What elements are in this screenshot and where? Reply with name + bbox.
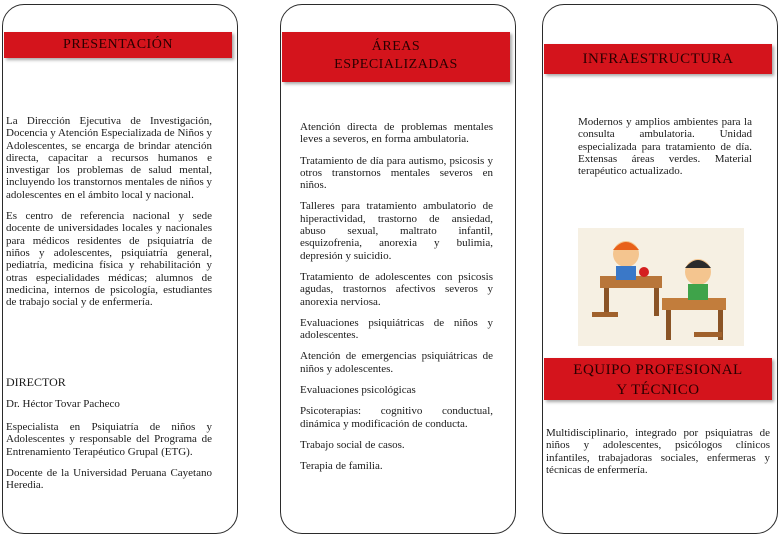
- header-equipo-line2: Y TÉCNICO: [616, 382, 700, 398]
- area-item: Trabajo social de casos.: [300, 438, 405, 451]
- director-details: [6, 421, 212, 500]
- director-name: Dr. Héctor Tovar Pacheco: [6, 398, 120, 410]
- header-areas-line1: ÁREAS: [371, 39, 421, 54]
- area-item: Tratamiento de adolescentes con psicosis agudas, trastornos afectivos severos y anorexia nerviosa.: [300, 270, 493, 308]
- areas-list: [300, 121, 493, 482]
- area-item: Terapia de familia.: [300, 460, 383, 473]
- area-item: Tratamiento de día para autismo, psicosis y otros transtornos mentales severos en niños.: [300, 154, 493, 192]
- director-detail-2: Docente de la Universidad Peruana Cayetano Heredia.: [6, 466, 212, 492]
- presentacion-paragraph-2: Es centro de referencia nacional y sede docente de universidades locales y nacionales para médicos residentes de psiquiatría de niños y adolescentes, psiquiatría general, pediatría, medicina física y rehabilitación y otras especialidades médicas; alumnos de medicina, internos de psicología, estudiantes de trabajo social y de enfermería.: [6, 210, 212, 309]
- area-item: Atención de emergencias psiquiátricas de niños y adolescentes.: [300, 350, 493, 375]
- header-presentacion: [4, 32, 232, 58]
- infra-text: Modernos y amplios ambientes para la consulta ambulatoria. Unidad especializada para tratamiento de día. Extensas áreas verdes. Material terapéutico actualizado.: [578, 116, 752, 178]
- presentacion-paragraph-1: La Dirección Ejecutiva de Investigación, Docencia y Atención Especializada de Niños y Adolescentes, se encarga de brindar atención directa, capacitar a recursos humanos e investigar los problemas de salud mental, incluyendo los transtornos mentales de niños y adolescentes en el ámbito local y nacional.: [6, 115, 212, 201]
- header-infraestructura: [544, 44, 772, 74]
- area-item: Atención directa de problemas mentales leves a severos, en forma ambulatoria.: [300, 121, 493, 146]
- director-detail-1: Especialista en Psiquiatría de niños y Adolescentes y responsable del Programa de Entrenamiento Terapéutico Grupal (ETG).: [6, 421, 212, 458]
- area-item: Psicoterapias: cognitivo conductual, dinámica y modificación de conducta.: [300, 405, 493, 430]
- header-infraestructura-text: INFRAESTRUCTURA: [582, 51, 734, 67]
- header-areas: [282, 32, 510, 82]
- director-label: DIRECTOR: [6, 375, 66, 389]
- header-areas-line2: ESPECIALIZADAS: [334, 57, 458, 72]
- classroom-illustration: [578, 228, 744, 346]
- area-item: Evaluaciones psiquiátricas de niños y adolescentes.: [300, 316, 493, 342]
- presentacion-body: [6, 115, 212, 317]
- area-item: Talleres para tratamiento ambulatorio de hiperactividad, trastorno de ansiedad, abuso sexual, maltrato infantil, esquizofrenia, anorexia y bulimia, depresión y suicidio.: [300, 200, 493, 262]
- area-item: Evaluaciones psicológicas: [300, 384, 416, 397]
- header-equipo-line1: EQUIPO PROFESIONAL: [573, 362, 743, 378]
- header-presentacion-text: PRESENTACIÓN: [63, 37, 173, 52]
- header-equipo: [544, 358, 772, 400]
- team-text: Multidisciplinario, integrado por psiquiatras de niños y adolescentes, psicólogos clínicos infantiles, trabajadoras sociales, enfermeras y técnicas de enfermería.: [546, 427, 770, 476]
